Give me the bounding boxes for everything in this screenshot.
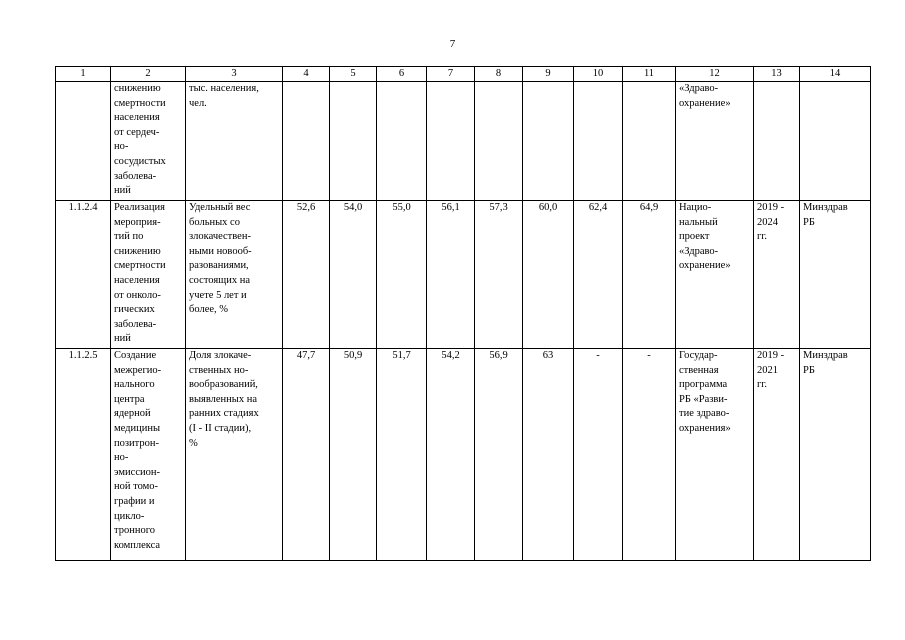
measure-name-line: заболева- (114, 318, 157, 330)
measure-name-line: цикло- (114, 510, 145, 522)
indicator-line: тыс. населения, (189, 83, 259, 94)
program-line: нальный (679, 216, 718, 228)
column-header: 8 (475, 67, 523, 82)
indicator-line: ранних стадиях (189, 408, 259, 420)
period-cell (754, 82, 800, 201)
measure-name-line: заболева- (114, 170, 157, 182)
measure-code-cell (56, 82, 111, 201)
measure-name-line: ний (114, 185, 131, 197)
value-cell: - (574, 349, 623, 561)
value-cell (330, 82, 377, 201)
value-cell: 52,6 (283, 201, 330, 349)
indicator-line: ственных но- (189, 364, 249, 376)
value-cell (574, 82, 623, 201)
program-line: «Здраво- (679, 83, 719, 94)
executor-cell (800, 201, 871, 349)
measure-name-line: позитрон- (114, 437, 159, 449)
measure-name-line: но- (114, 452, 129, 464)
executor-line: Минздрав (803, 202, 848, 213)
column-header: 5 (330, 67, 377, 82)
program-line: РБ «Разви- (679, 393, 728, 405)
column-header: 12 (676, 67, 754, 82)
indicator-line: вообразований, (189, 379, 258, 391)
indicator-line: более, % (189, 304, 229, 316)
measure-name-line: графии и (114, 495, 155, 507)
program-line: проект (679, 231, 710, 243)
table-row (56, 82, 871, 201)
column-header: 2 (111, 67, 186, 82)
program-line: тие здраво- (679, 408, 730, 420)
period-cell (754, 201, 800, 349)
measure-name-line: от онколо- (114, 289, 161, 301)
indicator-line: разованиями, (189, 260, 249, 272)
measure-name-line: центра (114, 393, 145, 405)
measure-name-line: нального (114, 379, 155, 391)
value-cell: 62,4 (574, 201, 623, 349)
measure-name-cell (111, 349, 186, 561)
indicator-cell (186, 349, 283, 561)
column-header: 6 (377, 67, 427, 82)
indicator-cell (186, 201, 283, 349)
measure-name-line: снижению (114, 83, 161, 94)
value-cell: 64,9 (623, 201, 676, 349)
measure-name-line: смертности (114, 260, 166, 272)
column-header: 14 (800, 67, 871, 82)
value-cell (523, 82, 574, 201)
indicator-line: чел. (189, 97, 207, 109)
column-header: 11 (623, 67, 676, 82)
indicator-line: Удельный вес (189, 202, 251, 213)
measure-name-cell (111, 82, 186, 201)
measure-code-cell: 1.1.2.4 (56, 201, 111, 349)
measure-name-line: гических (114, 304, 155, 316)
value-cell (623, 82, 676, 201)
measure-name-line: Реализация (114, 202, 165, 213)
program-cell (676, 201, 754, 349)
measure-name-line: Создание (114, 350, 157, 361)
column-header: 9 (523, 67, 574, 82)
indicator-line: ными новооб- (189, 245, 252, 257)
period-line: гг. (757, 379, 768, 391)
column-header: 7 (427, 67, 475, 82)
indicator-cell (186, 82, 283, 201)
indicator-line: (I - II стадии), (189, 422, 252, 434)
indicator-line: состоящих на (189, 274, 251, 286)
measure-name-line: населения (114, 274, 160, 286)
executor-line: Минздрав (803, 350, 848, 361)
program-line: Нацио- (679, 202, 712, 213)
executor-line: РБ (803, 216, 815, 228)
program-cell (676, 349, 754, 561)
measure-name-cell (111, 201, 186, 349)
measure-name-line: тронного (114, 525, 156, 537)
column-header: 3 (186, 67, 283, 82)
table-row (56, 201, 871, 349)
measure-name-line: ний (114, 333, 131, 345)
column-header: 1 (56, 67, 111, 82)
measure-name-line: смертности (114, 97, 166, 109)
program-line: Государ- (679, 350, 718, 361)
header-row (56, 67, 871, 82)
program-line: охранения» (679, 422, 731, 434)
executor-cell (800, 349, 871, 561)
program-cell (676, 82, 754, 201)
column-header: 13 (754, 67, 800, 82)
value-cell (427, 82, 475, 201)
measure-code-cell: 1.1.2.5 (56, 349, 111, 561)
executor-line: РБ (803, 364, 815, 376)
period-line: 2019 - (757, 350, 785, 361)
executor-cell (800, 82, 871, 201)
value-cell: 54,0 (330, 201, 377, 349)
program-line: ственная (679, 364, 719, 376)
measure-name-line: эмиссион- (114, 466, 160, 478)
table-row (56, 349, 871, 561)
value-cell: 54,2 (427, 349, 475, 561)
measure-name-line: ной томо- (114, 481, 159, 493)
indicator-line: выявленных на (189, 393, 258, 405)
value-cell: 47,7 (283, 349, 330, 561)
indicator-line: Доля злокаче- (189, 350, 252, 361)
value-cell (283, 82, 330, 201)
measure-name-line: но- (114, 141, 129, 153)
program-line: программа (679, 379, 728, 391)
measure-name-line: снижению (114, 245, 161, 257)
value-cell: 56,1 (427, 201, 475, 349)
period-line: 2021 (757, 364, 778, 376)
measure-name-line: комплекса (114, 539, 161, 551)
indicator-line: учете 5 лет и (189, 289, 247, 301)
value-cell (377, 82, 427, 201)
indicator-line: злокачествен- (189, 231, 251, 243)
value-cell: 50,9 (330, 349, 377, 561)
program-line: «Здраво- (679, 245, 719, 257)
period-line: гг. (757, 231, 768, 243)
indicator-line: % (189, 437, 198, 449)
value-cell: 63 (523, 349, 574, 561)
value-cell (475, 82, 523, 201)
page-number: 7 (449, 38, 456, 50)
measures-table (55, 66, 871, 561)
column-header: 10 (574, 67, 623, 82)
period-line: 2019 - (757, 202, 785, 213)
period-cell (754, 349, 800, 561)
indicator-line: больных со (189, 216, 240, 228)
measure-name-line: ядерной (114, 408, 151, 420)
measure-name-line: населения (114, 112, 160, 124)
value-cell: 60,0 (523, 201, 574, 349)
program-line: охранение» (679, 260, 731, 272)
value-cell: 57,3 (475, 201, 523, 349)
program-line: охранение» (679, 97, 731, 109)
column-header: 4 (283, 67, 330, 82)
measure-name-line: тий по (114, 231, 144, 243)
measure-name-line: от сердеч- (114, 126, 160, 138)
measure-name-line: медицины (114, 422, 161, 434)
measure-name-line: сосудистых (114, 155, 166, 167)
value-cell: 55,0 (377, 201, 427, 349)
value-cell: 51,7 (377, 349, 427, 561)
value-cell: - (623, 349, 676, 561)
period-line: 2024 (757, 216, 778, 228)
value-cell: 56,9 (475, 349, 523, 561)
measure-name-line: межрегио- (114, 364, 162, 376)
measure-name-line: мероприя- (114, 216, 161, 228)
